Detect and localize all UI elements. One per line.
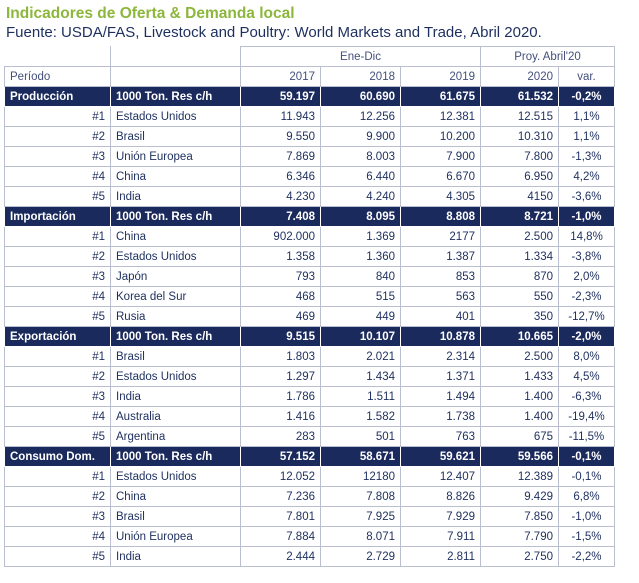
country-cell: Estados Unidos: [111, 367, 241, 387]
value-cell: 550: [481, 287, 559, 307]
value-cell: 2.314: [401, 347, 481, 367]
var-cell: 1,1%: [559, 127, 615, 147]
country-cell: Australia: [111, 407, 241, 427]
rank-cell: #5: [5, 547, 111, 567]
section-value-cell: 57.152: [241, 447, 321, 467]
rank-cell: #3: [5, 387, 111, 407]
value-cell: 449: [321, 307, 401, 327]
header-2018: 2018: [321, 67, 401, 87]
value-cell: 12.515: [481, 107, 559, 127]
value-cell: 1.738: [401, 407, 481, 427]
value-cell: 1.369: [321, 227, 401, 247]
header-2020: 2020: [481, 67, 559, 87]
value-cell: 1.371: [401, 367, 481, 387]
section-unit: 1000 Ton. Res c/h: [111, 327, 241, 347]
country-cell: Brasil: [111, 127, 241, 147]
value-cell: 763: [401, 427, 481, 447]
country-cell: Unión Europea: [111, 147, 241, 167]
header-year-row: [5, 67, 615, 87]
country-cell: China: [111, 227, 241, 247]
section-value-cell: 58.671: [321, 447, 401, 467]
value-cell: 8.003: [321, 147, 401, 167]
var-cell: 6,8%: [559, 487, 615, 507]
country-cell: China: [111, 487, 241, 507]
value-cell: 10.200: [401, 127, 481, 147]
rank-cell: #3: [5, 267, 111, 287]
table-row: [5, 387, 615, 407]
value-cell: 2177: [401, 227, 481, 247]
section-row: [5, 207, 615, 227]
value-cell: 6.346: [241, 167, 321, 187]
value-cell: 1.416: [241, 407, 321, 427]
value-cell: 2.750: [481, 547, 559, 567]
value-cell: 1.297: [241, 367, 321, 387]
value-cell: 6.440: [321, 167, 401, 187]
value-cell: 12.407: [401, 467, 481, 487]
var-cell: 4,5%: [559, 367, 615, 387]
section-name: Consumo Dom.: [5, 447, 111, 467]
country-cell: Estados Unidos: [111, 467, 241, 487]
rank-cell: #1: [5, 107, 111, 127]
table-row: [5, 107, 615, 127]
country-cell: Unión Europea: [111, 527, 241, 547]
section-value-cell: 61.532: [481, 87, 559, 107]
value-cell: 12180: [321, 467, 401, 487]
value-cell: 870: [481, 267, 559, 287]
value-cell: 8.826: [401, 487, 481, 507]
value-cell: 4.240: [321, 187, 401, 207]
table-row: [5, 547, 615, 567]
section-value-cell: 7.408: [241, 207, 321, 227]
section-name: Exportación: [5, 327, 111, 347]
value-cell: 2.444: [241, 547, 321, 567]
var-cell: -2,2%: [559, 547, 615, 567]
value-cell: 7.801: [241, 507, 321, 527]
value-cell: 1.400: [481, 387, 559, 407]
table-row: [5, 227, 615, 247]
country-cell: Estados Unidos: [111, 107, 241, 127]
table-row: [5, 347, 615, 367]
header-enedic: Ene-Dic: [241, 47, 481, 67]
table-row: [5, 527, 615, 547]
section-unit: 1000 Ton. Res c/h: [111, 447, 241, 467]
page-title: Indicadores de Oferta & Demanda local: [6, 5, 295, 22]
header-empty-cell: [111, 67, 241, 87]
value-cell: 4.230: [241, 187, 321, 207]
header-group-row: [5, 47, 615, 67]
value-cell: 11.943: [241, 107, 321, 127]
var-cell: -3,8%: [559, 247, 615, 267]
value-cell: 10.310: [481, 127, 559, 147]
value-cell: 675: [481, 427, 559, 447]
rank-cell: #2: [5, 367, 111, 387]
value-cell: 7.925: [321, 507, 401, 527]
value-cell: 1.400: [481, 407, 559, 427]
var-cell: -3,6%: [559, 187, 615, 207]
value-cell: 515: [321, 287, 401, 307]
header-var: var.: [559, 67, 615, 87]
rank-cell: #2: [5, 487, 111, 507]
value-cell: 793: [241, 267, 321, 287]
header-empty-cell: [111, 47, 241, 67]
section-value-cell: 10.665: [481, 327, 559, 347]
rank-cell: #4: [5, 167, 111, 187]
section-unit: 1000 Ton. Res c/h: [111, 207, 241, 227]
value-cell: 853: [401, 267, 481, 287]
table-row: [5, 287, 615, 307]
value-cell: 902.000: [241, 227, 321, 247]
section-value-cell: 59.197: [241, 87, 321, 107]
value-cell: 1.358: [241, 247, 321, 267]
value-cell: 4.305: [401, 187, 481, 207]
country-cell: Brasil: [111, 347, 241, 367]
country-cell: Japón: [111, 267, 241, 287]
section-var-cell: -0,1%: [559, 447, 615, 467]
country-cell: Estados Unidos: [111, 247, 241, 267]
country-cell: India: [111, 547, 241, 567]
value-cell: 9.550: [241, 127, 321, 147]
value-cell: 1.360: [321, 247, 401, 267]
country-cell: Brasil: [111, 507, 241, 527]
country-cell: Korea del Sur: [111, 287, 241, 307]
rank-cell: #3: [5, 507, 111, 527]
value-cell: 7.790: [481, 527, 559, 547]
section-value-cell: 8.721: [481, 207, 559, 227]
value-cell: 12.381: [401, 107, 481, 127]
section-value-cell: 60.690: [321, 87, 401, 107]
var-cell: 8,0%: [559, 347, 615, 367]
section-row: [5, 447, 615, 467]
section-value-cell: 10.107: [321, 327, 401, 347]
value-cell: 2.729: [321, 547, 401, 567]
section-value-cell: 9.515: [241, 327, 321, 347]
value-cell: 7.808: [321, 487, 401, 507]
value-cell: 1.803: [241, 347, 321, 367]
section-value-cell: 8.095: [321, 207, 401, 227]
value-cell: 4150: [481, 187, 559, 207]
table-row: [5, 127, 615, 147]
var-cell: -1,3%: [559, 147, 615, 167]
value-cell: 12.256: [321, 107, 401, 127]
section-row: [5, 327, 615, 347]
var-cell: -12,7%: [559, 307, 615, 327]
var-cell: -1,5%: [559, 527, 615, 547]
table-row: [5, 187, 615, 207]
page-subtitle: Fuente: USDA/FAS, Livestock and Poultry: World Markets and Trade, Abril 2020.: [6, 24, 542, 41]
table-row: [5, 247, 615, 267]
section-value-cell: 59.621: [401, 447, 481, 467]
var-cell: 4,2%: [559, 167, 615, 187]
value-cell: 563: [401, 287, 481, 307]
country-cell: India: [111, 187, 241, 207]
value-cell: 501: [321, 427, 401, 447]
value-cell: 468: [241, 287, 321, 307]
value-cell: 8.071: [321, 527, 401, 547]
header-proy: Proy. Abril'20: [481, 47, 615, 67]
section-value-cell: 59.566: [481, 447, 559, 467]
value-cell: 1.511: [321, 387, 401, 407]
var-cell: -11,5%: [559, 427, 615, 447]
value-cell: 2.021: [321, 347, 401, 367]
value-cell: 7.236: [241, 487, 321, 507]
country-cell: India: [111, 387, 241, 407]
country-cell: Argentina: [111, 427, 241, 447]
value-cell: 401: [401, 307, 481, 327]
header-periodo: Período: [5, 67, 111, 87]
var-cell: -19,4%: [559, 407, 615, 427]
section-value-cell: 10.878: [401, 327, 481, 347]
section-unit: 1000 Ton. Res c/h: [111, 87, 241, 107]
rank-cell: #4: [5, 287, 111, 307]
value-cell: 1.334: [481, 247, 559, 267]
rank-cell: #1: [5, 467, 111, 487]
table-row: [5, 427, 615, 447]
table-row: [5, 407, 615, 427]
var-cell: 1,1%: [559, 107, 615, 127]
rank-cell: #4: [5, 407, 111, 427]
rank-cell: #5: [5, 307, 111, 327]
value-cell: 1.494: [401, 387, 481, 407]
section-name: Producción: [5, 87, 111, 107]
section-name: Importación: [5, 207, 111, 227]
rank-cell: #1: [5, 227, 111, 247]
section-value-cell: 8.808: [401, 207, 481, 227]
value-cell: 9.900: [321, 127, 401, 147]
value-cell: 1.434: [321, 367, 401, 387]
header-2019: 2019: [401, 67, 481, 87]
value-cell: 7.929: [401, 507, 481, 527]
var-cell: -0,1%: [559, 467, 615, 487]
section-var-cell: -0,2%: [559, 87, 615, 107]
value-cell: 283: [241, 427, 321, 447]
value-cell: 469: [241, 307, 321, 327]
section-value-cell: 61.675: [401, 87, 481, 107]
header-empty-cell: [5, 47, 111, 67]
section-row: [5, 87, 615, 107]
country-cell: Rusia: [111, 307, 241, 327]
value-cell: 12.052: [241, 467, 321, 487]
rank-cell: #4: [5, 527, 111, 547]
value-cell: 7.911: [401, 527, 481, 547]
table-row: [5, 267, 615, 287]
value-cell: 1.582: [321, 407, 401, 427]
table-row: [5, 307, 615, 327]
var-cell: -6,3%: [559, 387, 615, 407]
indicators-table: [4, 46, 615, 567]
var-cell: -2,3%: [559, 287, 615, 307]
rank-cell: #5: [5, 427, 111, 447]
value-cell: 2.500: [481, 347, 559, 367]
var-cell: -1,0%: [559, 507, 615, 527]
value-cell: 7.869: [241, 147, 321, 167]
value-cell: 840: [321, 267, 401, 287]
value-cell: 350: [481, 307, 559, 327]
value-cell: 7.800: [481, 147, 559, 167]
table-row: [5, 467, 615, 487]
section-var-cell: -1,0%: [559, 207, 615, 227]
rank-cell: #2: [5, 247, 111, 267]
header-2017: 2017: [241, 67, 321, 87]
rank-cell: #2: [5, 127, 111, 147]
value-cell: 1.786: [241, 387, 321, 407]
var-cell: 2,0%: [559, 267, 615, 287]
value-cell: 2.811: [401, 547, 481, 567]
value-cell: 7.850: [481, 507, 559, 527]
table-row: [5, 147, 615, 167]
value-cell: 6.950: [481, 167, 559, 187]
rank-cell: #5: [5, 187, 111, 207]
table-row: [5, 507, 615, 527]
table-row: [5, 487, 615, 507]
table-row: [5, 167, 615, 187]
section-var-cell: -2,0%: [559, 327, 615, 347]
value-cell: 1.433: [481, 367, 559, 387]
value-cell: 2.500: [481, 227, 559, 247]
value-cell: 7.900: [401, 147, 481, 167]
var-cell: 14,8%: [559, 227, 615, 247]
rank-cell: #1: [5, 347, 111, 367]
value-cell: 6.670: [401, 167, 481, 187]
value-cell: 7.884: [241, 527, 321, 547]
table-row: [5, 367, 615, 387]
country-cell: China: [111, 167, 241, 187]
rank-cell: #3: [5, 147, 111, 167]
value-cell: 9.429: [481, 487, 559, 507]
value-cell: 12.389: [481, 467, 559, 487]
value-cell: 1.387: [401, 247, 481, 267]
